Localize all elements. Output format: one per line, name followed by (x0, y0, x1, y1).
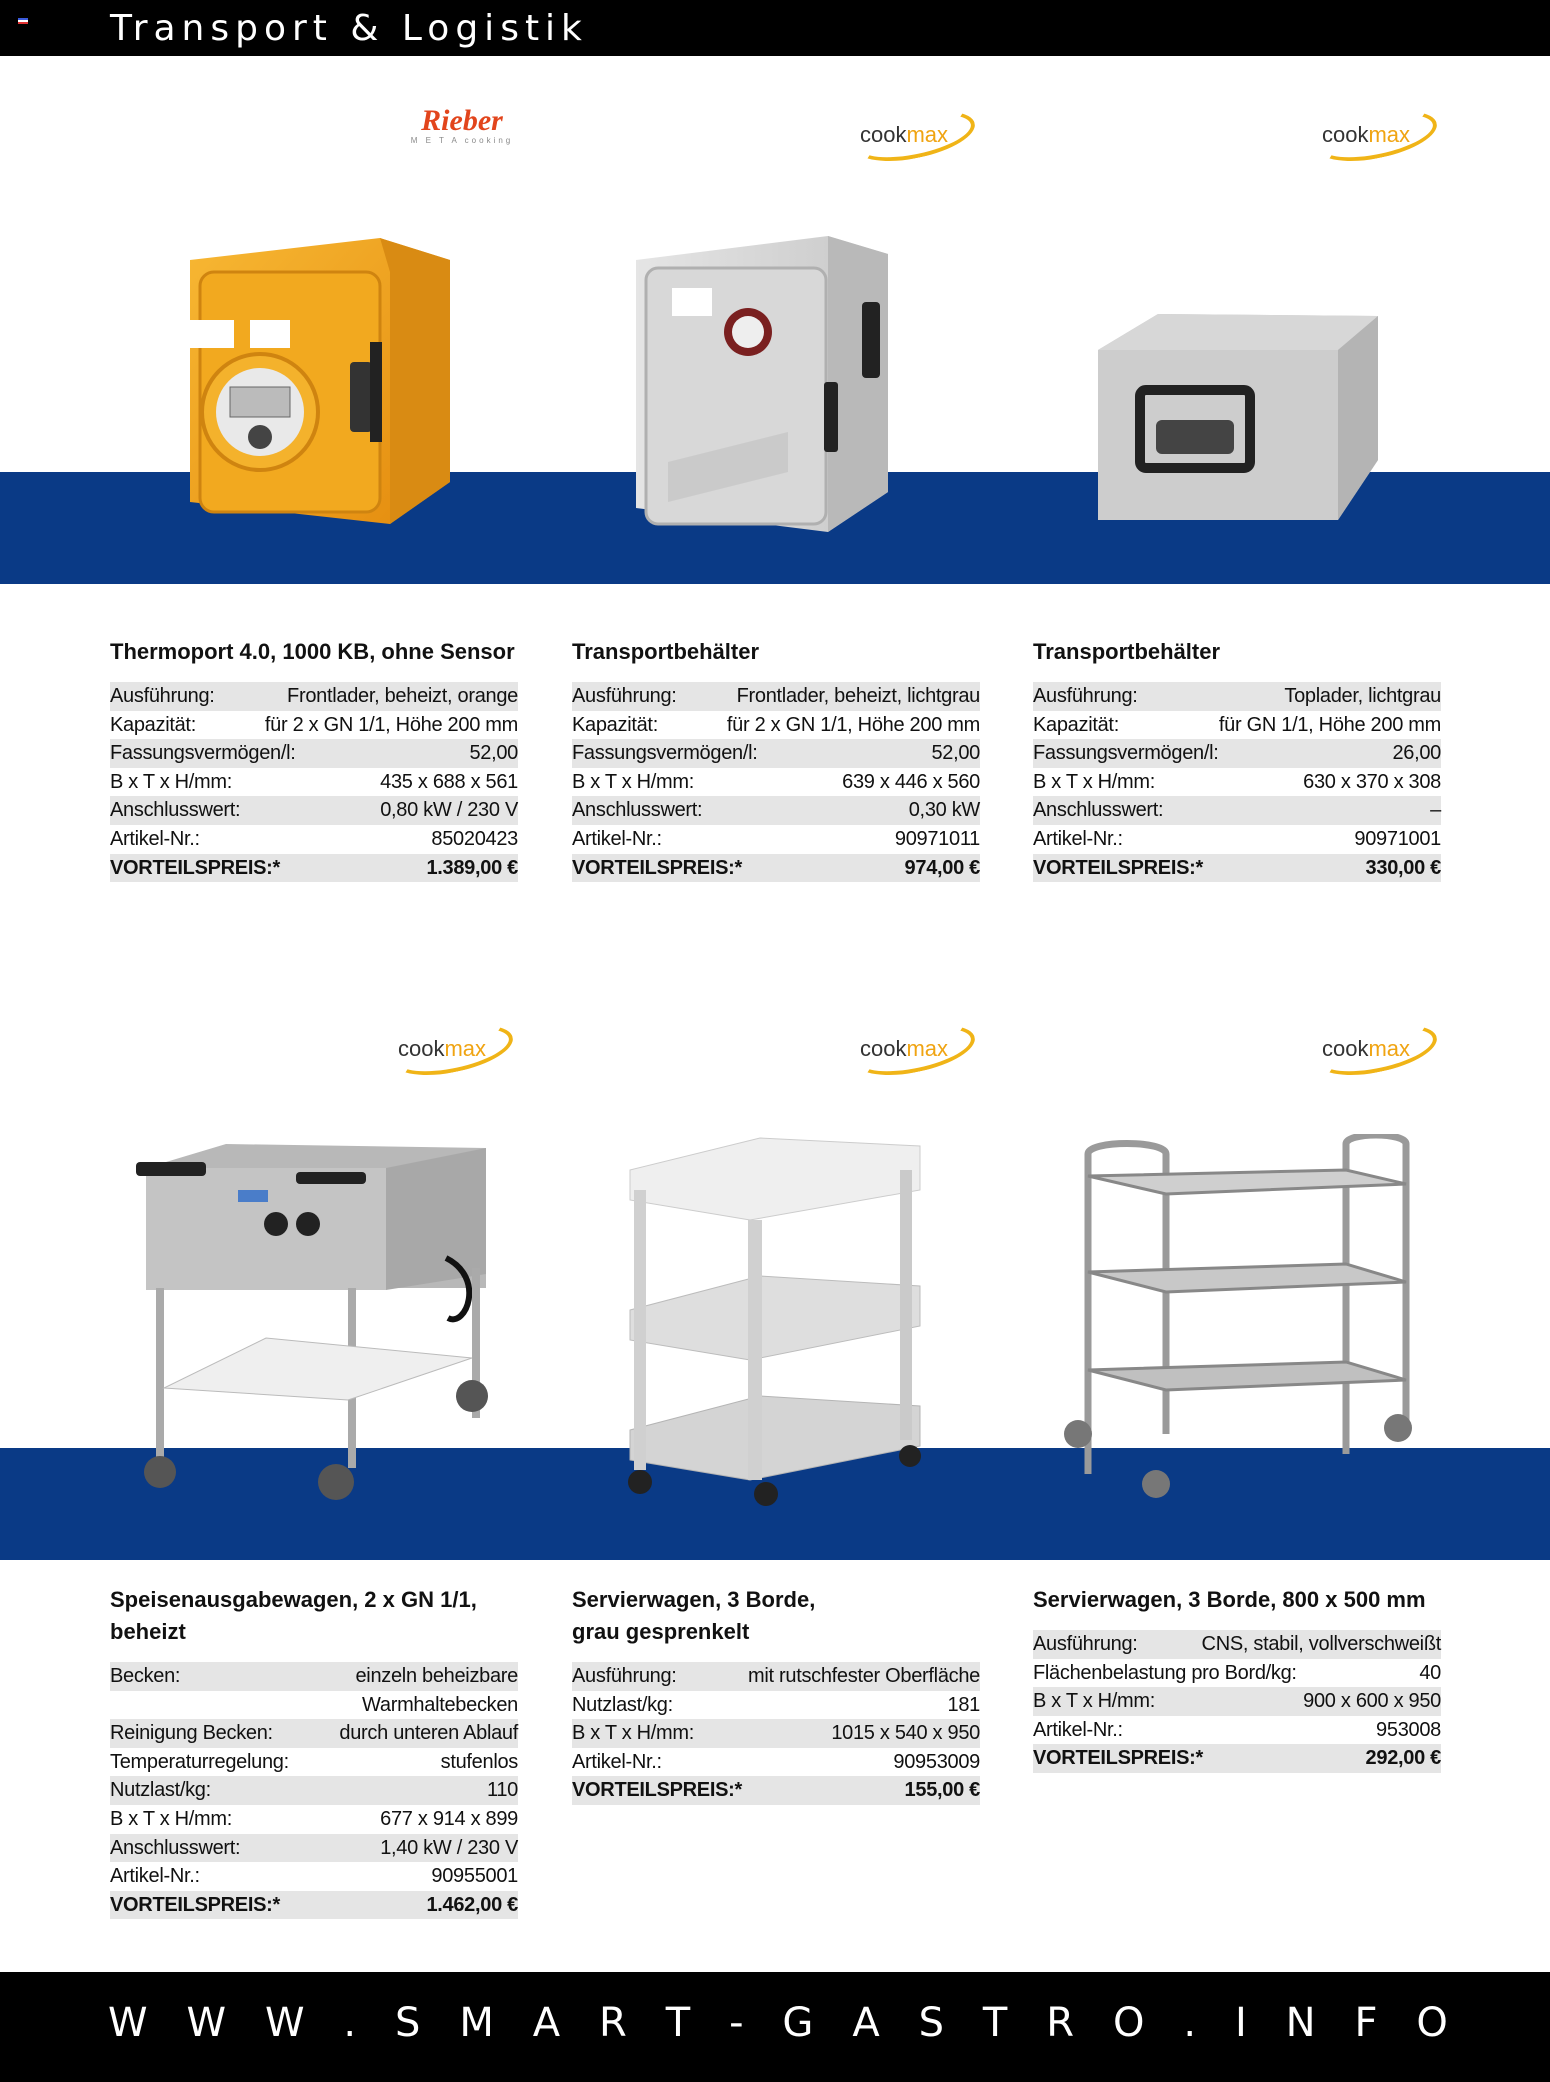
spec-label: Anschlusswert: (110, 799, 241, 822)
spec-label: Anschlusswert: (572, 799, 703, 822)
spec-value: 435 x 688 x 561 (380, 770, 518, 793)
spec-label: B x T x H/mm: (110, 1807, 233, 1830)
spec-label: Kapazität: (572, 713, 658, 736)
footer-url-char: R (1046, 2000, 1075, 2046)
footer-url-char: A (852, 2000, 880, 2046)
footer-url-char: W (186, 2000, 227, 2046)
spec-value: 900 x 600 x 950 (1303, 1690, 1441, 1713)
spec-row (110, 1834, 518, 1863)
spec-label: Becken: (110, 1665, 181, 1687)
spec-label: Artikel-Nr.: (1033, 827, 1123, 850)
price-row (1033, 854, 1441, 883)
product-image-servierwagen-grau (620, 1130, 936, 1510)
spec-value: 639 x 446 x 560 (842, 770, 980, 793)
footer-url-char: W (108, 2000, 148, 2046)
header-bar (0, 0, 1550, 56)
rieber-logo (392, 106, 532, 145)
spec-label: B x T x H/mm: (572, 770, 695, 793)
spec-label: Flächenbelastung pro Bord/kg: (1033, 1661, 1297, 1684)
spec-label: Fassungsvermögen/l: (1033, 742, 1219, 765)
product-card (1033, 636, 1441, 882)
footer-url-char: . (343, 2000, 357, 2046)
spec-label: B x T x H/mm: (1033, 770, 1156, 793)
product-image-speisenausgabewagen (126, 1138, 506, 1508)
spec-value: – (1430, 799, 1441, 822)
spec-row (572, 711, 980, 740)
spec-label: Artikel-Nr.: (110, 827, 200, 850)
footer-bar (0, 1972, 1550, 2082)
spec-label: Nutzlast/kg: (110, 1779, 211, 1802)
spec-value: 40 (1419, 1661, 1441, 1684)
spec-value: Frontlader, beheizt, lichtgrau (736, 685, 980, 707)
spec-label: Ausführung: (110, 685, 215, 707)
product-card (110, 1584, 518, 1919)
price-row (110, 1891, 518, 1920)
spec-row (1033, 682, 1441, 711)
spec-row (1033, 711, 1441, 740)
spec-value: 85020423 (431, 827, 518, 850)
spec-value: CNS, stabil, vollverschweißt (1201, 1633, 1441, 1655)
spec-row (110, 1691, 518, 1720)
spec-row (572, 1662, 980, 1691)
footer-url-char: G (782, 2000, 814, 2046)
spec-label: Temperaturregelung: (110, 1750, 289, 1773)
spec-value: 90955001 (431, 1865, 518, 1888)
footer-url-char: R (599, 2000, 627, 2046)
spec-label: Kapazität: (1033, 713, 1119, 736)
page-title: Transport & Logistik (110, 8, 588, 49)
spec-row (1033, 825, 1441, 854)
spec-row (1033, 1716, 1441, 1745)
price-label: VORTEILSPREIS:* (1033, 856, 1203, 879)
price-row (572, 854, 980, 883)
footer-url-char: S (395, 2000, 421, 2046)
spec-value: 110 (487, 1779, 518, 1802)
spec-row (572, 1748, 980, 1777)
spec-value: durch unteren Ablauf (339, 1722, 518, 1745)
spec-row (572, 825, 980, 854)
spec-value: Toplader, lichtgrau (1284, 685, 1441, 707)
spec-label: Kapazität: (110, 713, 196, 736)
product-title: Thermoport 4.0, 1000 KB, ohne Sensor (110, 639, 515, 664)
spec-row (1033, 1687, 1441, 1716)
footer-url-char: O (1112, 2000, 1145, 2046)
product-image-grey-transportbehaelter (628, 232, 918, 542)
spec-label: Artikel-Nr.: (572, 1750, 662, 1773)
spec-value: 90953009 (893, 1750, 980, 1773)
price-label: VORTEILSPREIS:* (110, 1893, 280, 1916)
cookmax-logo: cookmax (1312, 110, 1442, 162)
price-value: 292,00 € (1365, 1747, 1441, 1770)
spec-row (110, 1776, 518, 1805)
spec-label: Nutzlast/kg: (572, 1693, 673, 1716)
spec-label: Ausführung: (572, 1665, 677, 1687)
product-title: Speisenausgabewagen, 2 x GN 1/1, beheizt (110, 1587, 477, 1644)
spec-value: stufenlos (440, 1750, 518, 1773)
product-image-servierwagen-cns (1046, 1134, 1426, 1514)
spec-row (110, 1719, 518, 1748)
spec-row (110, 796, 518, 825)
footer-url-char: M (459, 2000, 494, 2046)
spec-row (1033, 1630, 1441, 1659)
price-label: VORTEILSPREIS:* (572, 856, 742, 879)
footer-url-char: S (918, 2000, 944, 2046)
spec-row (110, 1748, 518, 1777)
product-card (572, 636, 980, 882)
spec-value: 1015 x 540 x 950 (831, 1722, 980, 1745)
spec-value: für 2 x GN 1/1, Höhe 200 mm (726, 713, 980, 736)
spec-row (572, 739, 980, 768)
spec-value: 90971011 (894, 827, 980, 850)
spec-value: 52,00 (469, 742, 518, 765)
spec-value: 0,80 kW / 230 V (380, 799, 518, 822)
spec-label: Ausführung: (572, 685, 677, 707)
spec-row (572, 796, 980, 825)
spec-row (110, 1862, 518, 1891)
price-row (572, 1776, 980, 1805)
spec-value: 90971001 (1354, 827, 1441, 850)
spec-row (1033, 796, 1441, 825)
spec-row (572, 1691, 980, 1720)
spec-value: einzeln beheizbare (355, 1665, 518, 1687)
spec-row (110, 711, 518, 740)
spec-row (110, 768, 518, 797)
spec-label: Fassungsvermögen/l: (110, 742, 296, 765)
spec-value: 953008 (1376, 1718, 1441, 1741)
spec-row (1033, 768, 1441, 797)
price-value: 1.462,00 € (426, 1893, 518, 1916)
price-value: 155,00 € (904, 1779, 980, 1802)
product-image-toplader (1088, 310, 1388, 530)
footer-url-char: N (1285, 2000, 1316, 2046)
spec-row (110, 1662, 518, 1691)
footer-url-char: T (982, 2000, 1008, 2046)
spec-label: Anschlusswert: (1033, 799, 1164, 822)
spec-value: 630 x 370 x 308 (1303, 770, 1441, 793)
spec-value: 52,00 (931, 742, 980, 765)
product-title: Transportbehälter (1033, 639, 1221, 664)
product-card (110, 636, 518, 882)
flag-icon (18, 18, 28, 24)
rieber-logo-tagline: M E T A cooking (410, 136, 514, 145)
spec-value: 0,30 kW (908, 799, 980, 822)
product-card (1033, 1584, 1441, 1773)
spec-label: Artikel-Nr.: (1033, 1718, 1123, 1741)
spec-value: Frontlader, beheizt, orange (287, 685, 518, 707)
cookmax-logo: cookmax (1312, 1024, 1442, 1076)
footer-url-char: F (1354, 2000, 1378, 2046)
spec-value: Warmhaltebecken (362, 1693, 518, 1716)
spec-label: B x T x H/mm: (572, 1722, 695, 1745)
price-row (1033, 1744, 1441, 1773)
footer-url-char: O (1416, 2000, 1448, 2046)
spec-value: 1,40 kW / 230 V (380, 1836, 518, 1859)
spec-row (1033, 1659, 1441, 1688)
spec-row (110, 739, 518, 768)
price-value: 974,00 € (904, 856, 980, 879)
spec-label: Ausführung: (1033, 1633, 1138, 1655)
spec-label: Artikel-Nr.: (110, 1865, 200, 1888)
footer-url-char: T (665, 2000, 691, 2046)
spec-row (572, 1719, 980, 1748)
spec-label: Anschlusswert: (110, 1836, 241, 1859)
footer-url-char: A (532, 2000, 561, 2046)
price-value: 330,00 € (1365, 856, 1441, 879)
footer-url-char: W (264, 2000, 305, 2046)
spec-value: für 2 x GN 1/1, Höhe 200 mm (264, 713, 518, 736)
spec-row (572, 682, 980, 711)
price-label: VORTEILSPREIS:* (572, 1779, 742, 1802)
spec-row (110, 1805, 518, 1834)
spec-value: 677 x 914 x 899 (380, 1807, 518, 1830)
spec-value: 181 (947, 1693, 980, 1716)
cookmax-logo: cookmax (850, 1024, 980, 1076)
price-value: 1.389,00 € (426, 856, 518, 879)
product-image-orange-thermoport (170, 232, 460, 532)
spec-value: mit rutschfester Oberfläche (748, 1665, 980, 1687)
footer-url[interactable] (108, 2000, 1448, 2046)
rieber-logo-name: Rieber (421, 104, 503, 137)
spec-label: Ausführung: (1033, 685, 1138, 707)
footer-url-char: - (729, 2000, 744, 2046)
spec-label: Fassungsvermögen/l: (572, 742, 758, 765)
product-title: Transportbehälter (572, 639, 760, 664)
spec-row (110, 682, 518, 711)
spec-label: B x T x H/mm: (110, 770, 233, 793)
spec-value: für GN 1/1, Höhe 200 mm (1218, 713, 1441, 736)
spec-label: Artikel-Nr.: (572, 827, 662, 850)
price-row (110, 854, 518, 883)
footer-url-char: I (1234, 2000, 1247, 2046)
spec-row (572, 768, 980, 797)
spec-label: B x T x H/mm: (1033, 1690, 1156, 1713)
spec-row (1033, 739, 1441, 768)
spec-value: 26,00 (1392, 742, 1441, 765)
spec-row (110, 825, 518, 854)
product-title: Servierwagen, 3 Borde, 800 x 500 mm (1033, 1587, 1426, 1612)
price-label: VORTEILSPREIS:* (1033, 1747, 1203, 1770)
price-label: VORTEILSPREIS:* (110, 856, 280, 879)
cookmax-logo: cookmax (388, 1024, 518, 1076)
spec-label: Reinigung Becken: (110, 1722, 273, 1745)
cookmax-logo: cookmax (850, 110, 980, 162)
product-title: Servierwagen, 3 Borde, grau gesprenkelt (572, 1587, 816, 1644)
product-card (572, 1584, 980, 1805)
footer-url-char: . (1183, 2000, 1197, 2046)
